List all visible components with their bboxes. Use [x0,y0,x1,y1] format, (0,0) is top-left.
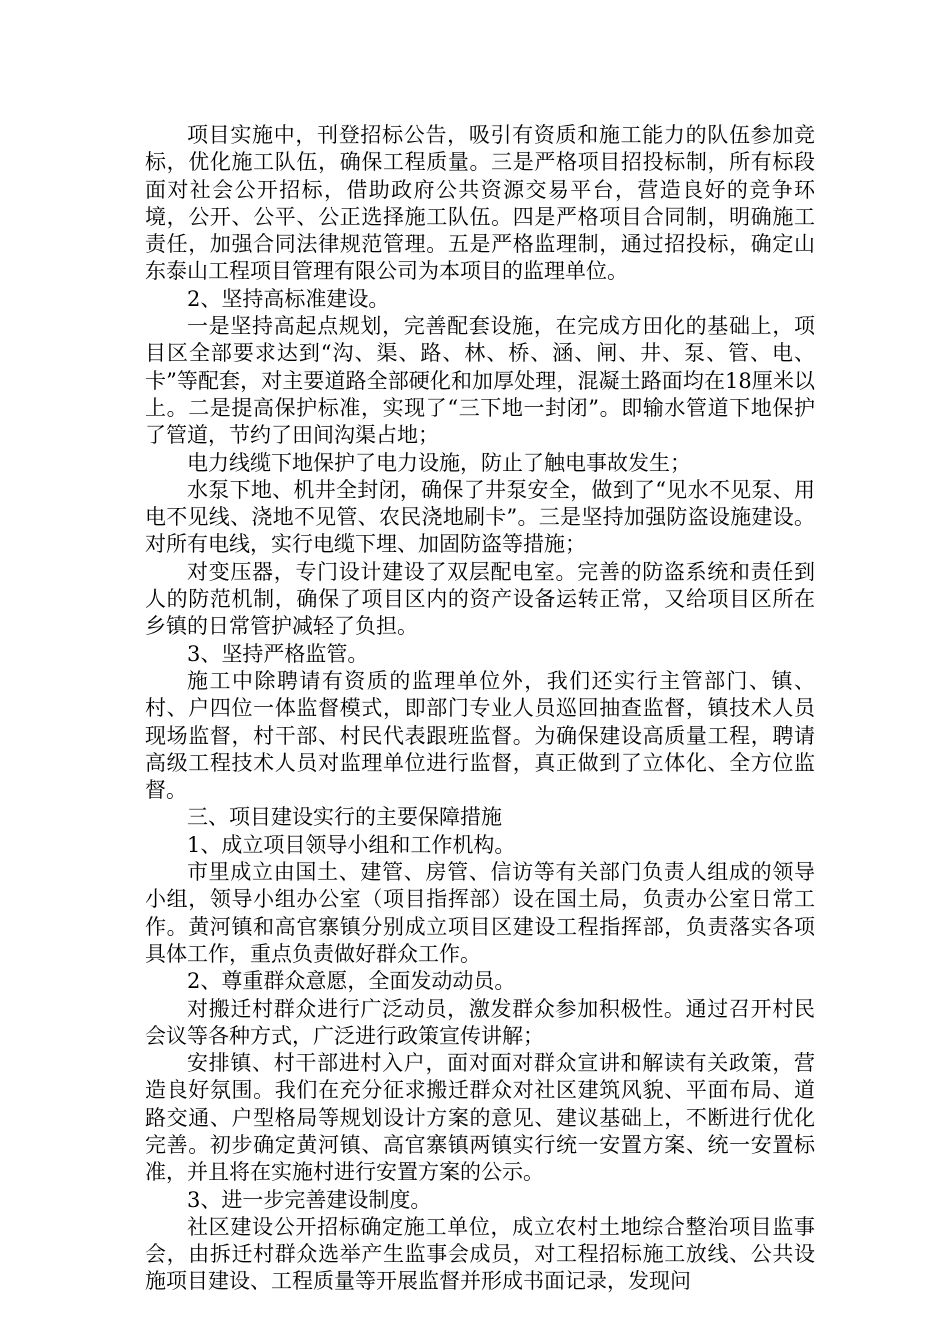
document-body [145,122,815,1296]
paragraph-mobilization: 对搬迁村群众进行广泛动员，激发群众参加积极性。通过召开村民会议等各种方式，广泛进行政策宣传讲解； [145,996,815,1048]
paragraph-bidding-supervision: 项目实施中，刊登招标公告，吸引有资质和施工能力的队伍参加竞标，优化施工队伍，确保工程质量。三是严格项目招投标制，所有标段面对社会公开招标，借助政府公共资源交易平台，营造良好的竞争环境，公开、公平、公正选择施工队伍。四是严格项目合同制，明确施工责任，加强合同法律规范管理。五是严格监理制，通过招投标，确定山东泰山工程项目管理有限公司为本项目的监理单位。 [145,123,815,284]
heading-safeguard-measures: 三、项目建设实行的主要保障措施 [187,805,502,830]
heading-leadership-group: 1、成立项目领导小组和工作机构。 [187,832,516,857]
heading-strict-supervision: 3、坚持严格监管。 [187,641,369,666]
paragraph-supervisory-board: 社区建设公开招标确定施工单位，成立农村土地综合整治项目监事会，由拆迁村群众选举产生监事会成员，对工程招标施工放线、公共设施项目建设、工程质量等开展监督并形成书面记录，发现问 [145,1214,815,1294]
paragraph-pump-antitheft: 水泵下地、机井全封闭，确保了井泵安全，做到了“见水不见泵、用电不见线、浇地不见管、农民浇地刷卡”。三是坚持加强防盗设施建设。对所有电线，实行电缆下埋、加固防盗等措施； [145,477,815,557]
paragraph-transformer: 对变压器，专门设计建设了双层配电室。完善的防盗系统和责任到人的防范机制，确保了项目区内的资产设备运转正常，又给项目区所在乡镇的日常管护减轻了负担。 [145,559,815,639]
heading-high-standard-construction: 2、坚持高标准建设。 [187,286,390,311]
paragraph-power-cable: 电力线缆下地保护了电力设施，防止了触电事故发生； [187,450,691,475]
paragraph-leadership-group: 市里成立由国土、建管、房管、信访等有关部门负责人组成的领导小组，领导小组办公室（项目指挥部）设在国土局，负责办公室日常工作。黄河镇和高官寨镇分别成立项目区建设工程指挥部，负责落实各项具体工作，重点负责做好群众工作。 [145,860,815,966]
paragraph-planning-protection: 一是坚持高起点规划，完善配套设施，在完成方田化的基础上，项目区全部要求达到“沟、渠、路、林、桥、涵、闸、井、泵、管、电、卡”等配套，对主要道路全部硬化和加厚处理，混凝土路面均在18厘米以上。二是提高保护标准，实现了“三下地一封闭”。即输水管道下地保护了管道，节约了田间沟渠占地； [145,314,815,448]
heading-construction-system: 3、进一步完善建设制度。 [187,1187,432,1212]
heading-respect-public-will: 2、尊重群众意愿，全面发动动员。 [187,969,516,994]
paragraph-supervision-model: 施工中除聘请有资质的监理单位外，我们还实行主管部门、镇、村、户四位一体监督模式，即部门专业人员巡回抽查监督，镇技术人员现场监督，村干部、村民代表跟班监督。为确保建设高质量工程，聘请高级工程技术人员对监理单位进行监督，真正做到了立体化、全方位监督。 [145,668,815,803]
paragraph-resettlement: 安排镇、村干部进村入户，面对面对群众宣讲和解读有关政策，营造良好氛围。我们在充分征求搬迁群众对社区建筑风貌、平面布局、道路交通、户型格局等规划设计方案的意见、建议基础上，不断进行优化完善。初步确定黄河镇、高官寨镇两镇实行统一安置方案、统一安置标准，并且将在实施村进行安置方案的公示。 [145,1051,815,1185]
